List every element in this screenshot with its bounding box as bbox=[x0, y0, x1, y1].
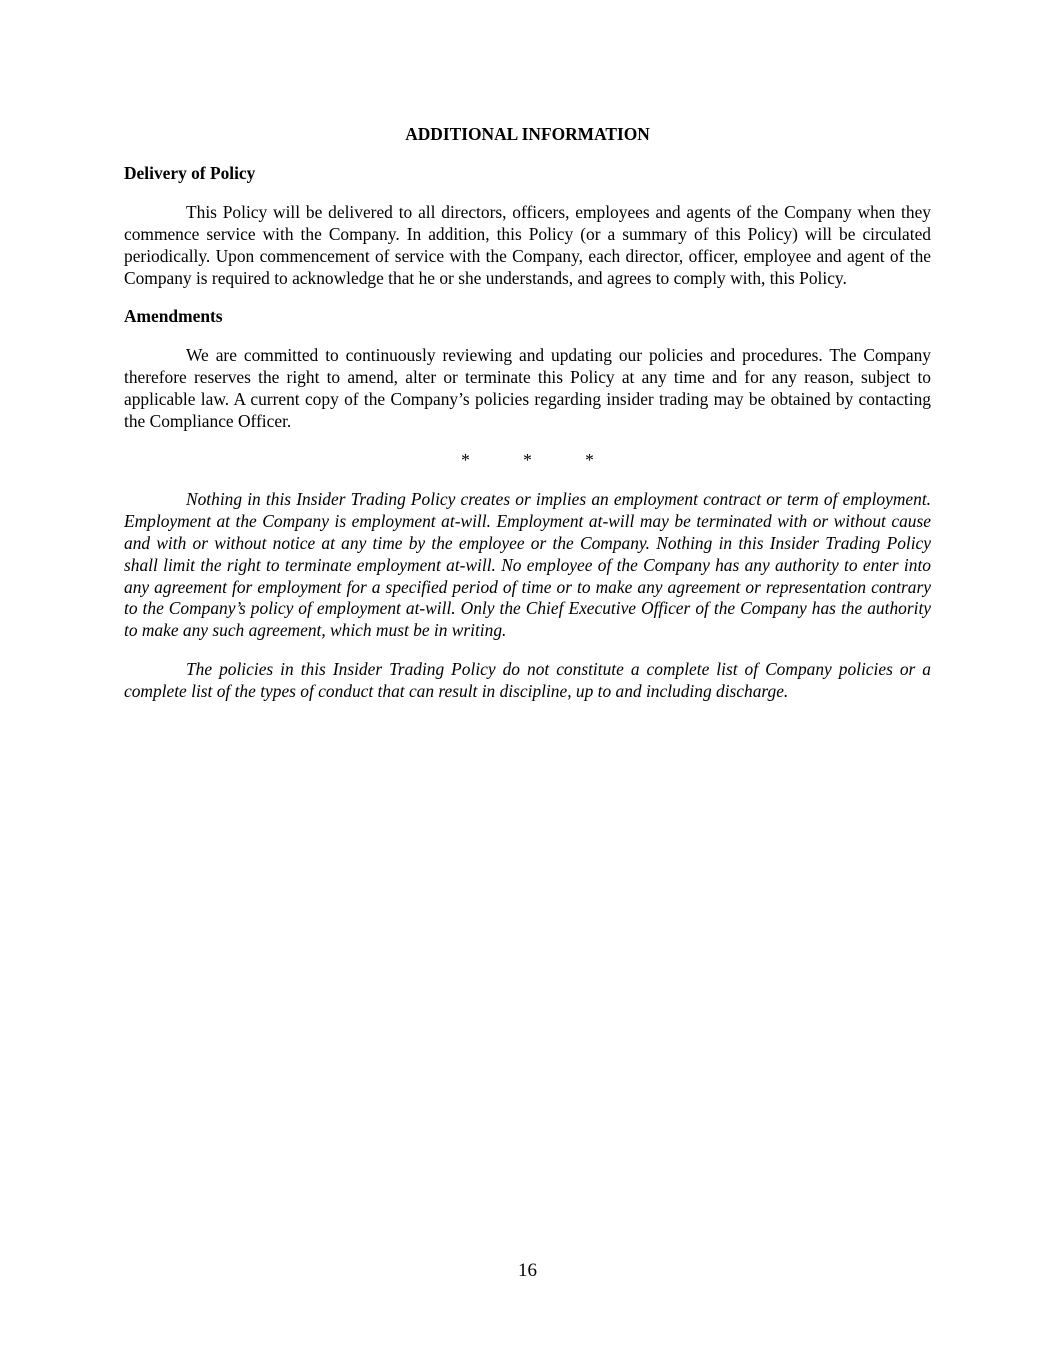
disclaimer-employment: Nothing in this Insider Trading Policy creates or implies an employment contract or term of employment. Employment at the Company is employment at-will. Employment at-will may be terminated with or without cause and with or without notice at any time by the employee or the Company. Nothing in this Insider Trading Policy shall limit the right to terminate employment at-will. No employee of the Company has any authority to enter into any agreement for employment for a specified period of time or to make any agreement or representation contrary to the Company’s policy of employment at-will. Only the Chief Executive Officer of the Company has the authority to make any such agreement, which must be in writing. bbox=[124, 488, 931, 641]
separator-star: * bbox=[523, 449, 532, 470]
section-paragraph-amendments: We are committed to continuously reviewing and updating our policies and procedures. The Company therefore reserves the right to amend, alter or terminate this Policy at any time and for any reason, subject to applicable law. A current copy of the Company’s policies regarding insider trading may be obtained by contacting the Compliance Officer. bbox=[124, 345, 931, 432]
section-separator bbox=[124, 450, 931, 472]
separator-star: * bbox=[461, 449, 470, 470]
page-title: ADDITIONAL INFORMATION bbox=[405, 124, 650, 144]
document-page bbox=[124, 124, 931, 720]
separator-star: * bbox=[585, 449, 594, 470]
disclaimer-policies: The policies in this Insider Trading Policy do not constitute a complete list of Company policies or a complete list of the types of conduct that can result in discipline, up to and including discharge. bbox=[124, 659, 931, 702]
section-heading-delivery: Delivery of Policy bbox=[124, 162, 256, 183]
page-number: 16 bbox=[518, 1260, 537, 1281]
section-paragraph-delivery: This Policy will be delivered to all directors, officers, employees and agents of the Company when they commence service with the Company. In addition, this Policy (or a summary of this Policy) will be circulated periodically. Upon commencement of service with the Company, each director, officer, employee and agent of the Company is required to acknowledge that he or she understands, and agrees to comply with, this Policy. bbox=[124, 201, 931, 288]
section-heading-amendments: Amendments bbox=[124, 306, 223, 327]
